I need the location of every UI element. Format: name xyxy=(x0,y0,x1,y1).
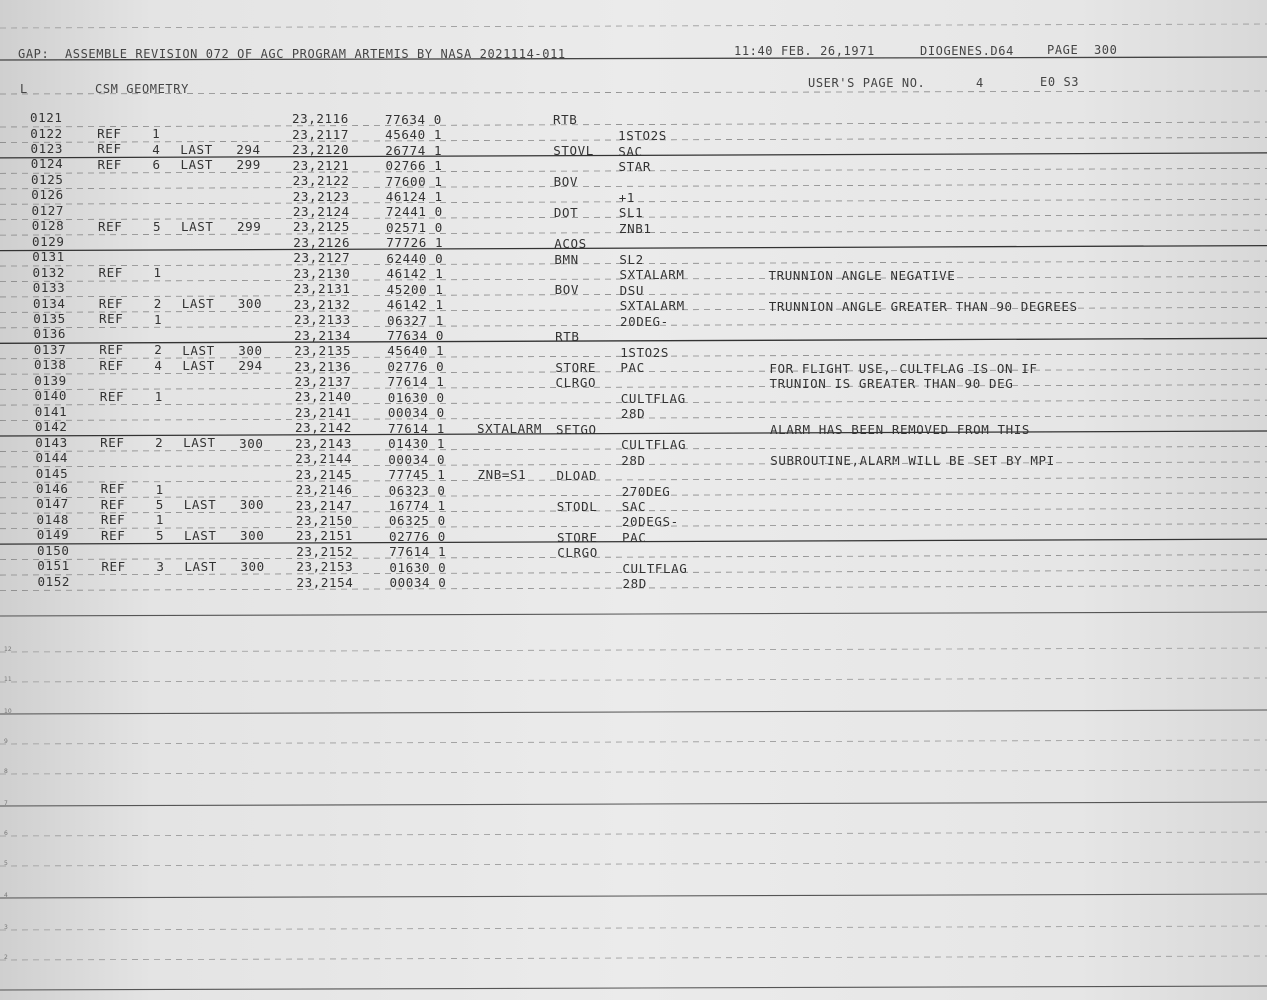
row-word: 45640 1 xyxy=(385,127,443,143)
row-lastno: 300 xyxy=(240,528,265,544)
row-seq: 0131 xyxy=(32,249,65,265)
row-operand: DSU xyxy=(619,282,645,298)
row-addr: 23,2120 xyxy=(292,142,350,158)
row-seq: 0140 xyxy=(34,388,68,404)
row-seq: 0123 xyxy=(30,141,64,157)
column-l-label: L xyxy=(20,82,28,96)
margin-number: 10 xyxy=(4,708,12,715)
row-lastno: 300 xyxy=(239,497,265,513)
row-operand: 1STO2S xyxy=(618,128,667,144)
row-ref: REF xyxy=(97,141,122,157)
row-refno: 1 xyxy=(155,512,165,528)
row-ref: REF xyxy=(97,125,122,141)
row-addr: 23,2122 xyxy=(292,173,350,189)
row-op: STOVL xyxy=(553,143,594,159)
row-ref: REF xyxy=(99,388,125,404)
row-seq: 0138 xyxy=(34,357,67,373)
row-refno: 4 xyxy=(152,141,161,157)
row-word: 06325 0 xyxy=(388,513,446,529)
row-lastno: 300 xyxy=(237,296,263,312)
row-addr: 23,2137 xyxy=(294,373,352,389)
row-operand: CULTFLAG xyxy=(621,437,687,453)
row-lastno: 300 xyxy=(238,342,263,358)
row-refno: 3 xyxy=(156,558,165,574)
row-op: STODL xyxy=(556,498,598,514)
row-seq: 0124 xyxy=(30,156,64,172)
row-operand: SAC xyxy=(618,143,643,159)
margin-number: 6 xyxy=(4,830,8,837)
row-word: 45200 1 xyxy=(386,281,444,297)
row-refno: 1 xyxy=(152,126,161,142)
row-seq: 0139 xyxy=(34,372,67,388)
row-word: 26774 1 xyxy=(385,142,443,158)
row-last: LAST xyxy=(183,497,217,513)
margin-number: 5 xyxy=(4,860,8,867)
row-operand: 28D xyxy=(622,576,647,592)
row-lastno: 294 xyxy=(238,358,263,374)
row-addr: 23,2134 xyxy=(294,327,351,343)
row-addr: 23,2146 xyxy=(295,482,353,498)
row-word: 02776 0 xyxy=(389,528,446,544)
dashed-rule xyxy=(0,956,1267,960)
row-op: RTB xyxy=(555,328,580,344)
row-addr: 23,2141 xyxy=(294,404,352,420)
row-ref: REF xyxy=(100,496,126,512)
row-seq: 0148 xyxy=(36,511,70,527)
margin-number: 8 xyxy=(4,768,8,775)
row-ref: REF xyxy=(101,527,126,543)
dashed-rule xyxy=(0,91,1267,94)
margin-number: 12 xyxy=(4,646,12,653)
row-word: 45640 1 xyxy=(387,343,445,359)
row-ref: REF xyxy=(99,357,124,373)
row-operand: 1STO2S xyxy=(620,344,670,360)
eo-marker: E0 S3 xyxy=(1040,75,1080,89)
row-addr: 23,2145 xyxy=(295,466,353,482)
row-addr: 23,2154 xyxy=(296,574,354,590)
row-comment: TRUNNION ANGLE GREATER THAN 90 DEGREES xyxy=(768,298,1078,314)
row-seq: 0126 xyxy=(31,187,64,203)
row-word: 01630 0 xyxy=(389,559,447,575)
solid-rule xyxy=(0,986,1267,990)
row-addr: 23,2142 xyxy=(295,420,352,436)
row-word: 77614 1 xyxy=(389,544,447,560)
row-last: LAST xyxy=(180,157,213,173)
row-last: LAST xyxy=(184,558,217,574)
row-refno: 5 xyxy=(153,218,162,234)
dashed-rule xyxy=(0,678,1267,682)
row-addr: 23,2125 xyxy=(293,219,350,235)
row-operand: SXTALARM xyxy=(619,267,685,283)
row-last: LAST xyxy=(183,435,216,451)
row-word: 77726 1 xyxy=(386,235,444,251)
users-page-number: 4 xyxy=(976,76,984,90)
row-seq: 0135 xyxy=(33,310,66,326)
dashed-rule xyxy=(0,122,1267,127)
row-ref: REF xyxy=(98,311,124,327)
row-operand: 28D xyxy=(621,452,646,468)
row-refno: 5 xyxy=(155,496,164,512)
dashed-rule xyxy=(0,926,1267,930)
row-word: 01630 0 xyxy=(387,389,445,405)
row-operand: STAR xyxy=(618,159,651,175)
dashed-rule xyxy=(0,862,1267,866)
row-word: 72441 0 xyxy=(385,204,443,220)
row-refno: 2 xyxy=(154,342,163,358)
row-word: 01430 1 xyxy=(388,436,446,452)
row-last: LAST xyxy=(181,296,215,312)
row-addr: 23,2132 xyxy=(293,296,351,312)
row-word: 46142 1 xyxy=(386,266,444,282)
row-word: 16774 1 xyxy=(388,497,446,513)
row-word: 06323 0 xyxy=(388,482,446,498)
row-operand: CULTFLAG xyxy=(620,390,686,406)
solid-rule xyxy=(0,710,1267,714)
row-addr: 23,2151 xyxy=(296,528,353,544)
row-seq: 0134 xyxy=(33,295,66,311)
margin-number: 3 xyxy=(4,924,8,931)
row-word: 02571 0 xyxy=(386,219,443,235)
solid-rule xyxy=(0,246,1267,251)
row-seq: 0137 xyxy=(33,341,67,357)
row-word: 00034 0 xyxy=(389,575,447,591)
row-seq: 0142 xyxy=(35,419,68,435)
row-op: STORE xyxy=(557,529,598,545)
row-addr: 23,2144 xyxy=(295,451,353,467)
row-addr: 23,2116 xyxy=(292,111,349,127)
row-operand: CULTFLAG xyxy=(622,560,688,576)
row-comment: TRUNNION ANGLE NEGATIVE xyxy=(768,267,956,283)
row-seq: 0147 xyxy=(36,496,69,512)
row-operand: 20DEGS- xyxy=(621,514,679,530)
row-word: 77600 1 xyxy=(385,173,443,189)
row-ref: REF xyxy=(98,218,123,234)
row-operand: +1 xyxy=(618,190,636,206)
margin-number: 7 xyxy=(4,800,8,807)
row-last: LAST xyxy=(181,218,214,234)
row-refno: 2 xyxy=(153,296,162,312)
row-ref: REF xyxy=(97,156,122,172)
row-seq: 0145 xyxy=(35,465,69,481)
row-addr: 23,2152 xyxy=(296,543,354,559)
row-seq: 0133 xyxy=(32,280,66,296)
margin-number: 11 xyxy=(4,676,12,683)
row-label: ZNB=S1 xyxy=(477,467,527,483)
row-seq: 0149 xyxy=(36,527,70,543)
margin-number: 9 xyxy=(4,738,8,745)
row-lastno: 300 xyxy=(240,559,265,575)
row-word: 77634 0 xyxy=(387,328,444,344)
row-seq: 0150 xyxy=(37,542,70,558)
row-operand: 20DEG- xyxy=(619,313,669,329)
dashed-rule xyxy=(0,24,1267,28)
row-addr: 23,2153 xyxy=(296,559,354,575)
row-seq: 0151 xyxy=(37,558,70,574)
row-refno: 1 xyxy=(153,265,162,281)
row-lastno: 299 xyxy=(237,219,262,235)
margin-number: 4 xyxy=(4,892,8,899)
row-last: LAST xyxy=(182,358,215,374)
dashed-rule xyxy=(0,648,1267,652)
row-refno: 4 xyxy=(154,357,163,373)
row-op: BOV xyxy=(553,174,578,190)
row-addr: 23,2133 xyxy=(293,312,351,328)
row-addr: 23,2130 xyxy=(293,265,351,281)
margin-number: 2 xyxy=(4,954,8,961)
header-timestamp: 11:40 FEB. 26,1971 xyxy=(734,44,875,58)
row-word: 00034 0 xyxy=(388,451,446,467)
row-word: 06327 1 xyxy=(386,312,444,328)
row-word: 77614 1 xyxy=(388,420,445,436)
row-ref: REF xyxy=(98,264,123,280)
row-operand: PAC xyxy=(620,359,645,375)
row-seq: 0129 xyxy=(32,233,65,249)
header-job: DIOGENES.D64 xyxy=(920,44,1014,58)
row-seq: 0128 xyxy=(31,218,65,234)
row-comment: TRUNION IS GREATER THAN 90 DEG xyxy=(769,376,1014,392)
dashed-rule xyxy=(0,770,1267,774)
row-seq: 0141 xyxy=(34,403,68,419)
row-refno: 1 xyxy=(155,481,164,497)
row-op: CLRGO xyxy=(555,375,597,391)
row-word: 00034 0 xyxy=(387,405,445,421)
row-addr: 23,2150 xyxy=(295,513,353,529)
row-seq: 0132 xyxy=(32,264,66,280)
row-seq: 0125 xyxy=(31,171,64,187)
row-lastno: 294 xyxy=(236,141,261,157)
row-lastno: 299 xyxy=(236,157,261,173)
row-addr: 23,2127 xyxy=(293,250,351,266)
header-title: GAP: ASSEMBLE REVISION 072 OF AGC PROGRAM ARTEMIS BY NASA 2021114-011 xyxy=(18,47,566,61)
row-op: RTB xyxy=(553,112,578,128)
row-refno: 1 xyxy=(154,388,163,404)
row-operand: ZNB1 xyxy=(619,220,652,236)
row-refno: 5 xyxy=(156,527,165,543)
row-ref: REF xyxy=(100,481,125,497)
dashed-rule xyxy=(0,740,1267,744)
row-addr: 23,2126 xyxy=(293,234,351,250)
row-ref: REF xyxy=(100,512,126,528)
row-ref: REF xyxy=(98,295,124,311)
row-op: DOT xyxy=(553,205,579,221)
row-comment: ALARM HAS BEEN REMOVED FROM THIS xyxy=(770,422,1031,438)
row-seq: 0122 xyxy=(30,125,63,141)
row-comment: SUBROUTINE,ALARM WILL BE SET BY MPI xyxy=(770,453,1055,469)
row-operand: 28D xyxy=(620,406,646,422)
row-addr: 23,2136 xyxy=(294,358,352,374)
row-seq: 0136 xyxy=(33,326,67,342)
row-operand: SL1 xyxy=(618,205,644,221)
row-seq: 0146 xyxy=(36,480,69,496)
row-op: CLRGO xyxy=(557,545,598,561)
dashed-rule xyxy=(0,832,1267,836)
row-operand: PAC xyxy=(622,529,647,545)
row-addr: 23,2147 xyxy=(295,497,353,513)
row-refno: 1 xyxy=(153,311,163,327)
row-op: BMN xyxy=(554,251,579,267)
row-comment: FOR FLIGHT USE, CULTFLAG IS ON IF xyxy=(769,360,1038,376)
row-operand: 270DEG xyxy=(621,483,671,499)
row-op: DLOAD xyxy=(556,467,598,483)
row-seq: 0144 xyxy=(35,450,69,466)
users-page-label: USER'S PAGE NO. xyxy=(808,76,926,90)
dashed-rule xyxy=(0,385,1267,390)
row-addr: 23,2121 xyxy=(292,157,350,173)
row-refno: 6 xyxy=(152,157,161,173)
row-seq: 0127 xyxy=(31,202,65,218)
row-op: STORE xyxy=(555,359,597,375)
row-word: 02776 0 xyxy=(387,358,445,374)
row-addr: 23,2124 xyxy=(292,204,350,220)
row-addr: 23,2135 xyxy=(294,343,352,359)
solid-rule xyxy=(0,612,1267,616)
row-seq: 0152 xyxy=(37,573,71,589)
row-last: LAST xyxy=(184,527,217,543)
row-operand: SXTALARM xyxy=(619,298,685,314)
header-page: PAGE 300 xyxy=(1047,43,1118,57)
row-word: 46124 1 xyxy=(385,188,443,204)
row-lastno: 300 xyxy=(239,435,264,451)
row-ref: REF xyxy=(99,342,124,358)
row-addr: 23,2117 xyxy=(292,126,350,142)
row-addr: 23,2143 xyxy=(295,435,353,451)
row-word: 46142 1 xyxy=(386,297,444,313)
row-op: BOV xyxy=(554,282,580,298)
row-ref: REF xyxy=(101,558,126,574)
row-word: 62440 0 xyxy=(386,250,444,266)
row-ref: REF xyxy=(100,434,125,450)
row-operand: SL2 xyxy=(619,251,644,267)
row-addr: 23,2131 xyxy=(293,281,351,297)
row-word: 77614 1 xyxy=(387,374,445,390)
row-word: 02766 1 xyxy=(385,158,443,174)
dashed-rule xyxy=(0,184,1267,189)
solid-rule xyxy=(0,894,1267,898)
row-addr: 23,2140 xyxy=(294,389,352,405)
row-seq: 0143 xyxy=(35,434,68,450)
dashed-rule xyxy=(0,477,1267,482)
solid-rule xyxy=(0,802,1267,806)
row-word: 77745 1 xyxy=(388,467,446,483)
row-refno: 2 xyxy=(155,435,164,451)
row-label: SXTALARM xyxy=(477,421,543,437)
row-last: LAST xyxy=(182,342,215,358)
row-word: 77634 0 xyxy=(385,111,442,127)
row-addr: 23,2123 xyxy=(292,188,350,204)
row-operand: SAC xyxy=(621,499,647,515)
row-seq: 0121 xyxy=(30,110,63,126)
row-last: LAST xyxy=(180,141,213,157)
row-op: SETGO xyxy=(556,421,597,437)
row-op: ACOS xyxy=(554,236,587,252)
section-title: CSM GEOMETRY xyxy=(95,82,189,96)
